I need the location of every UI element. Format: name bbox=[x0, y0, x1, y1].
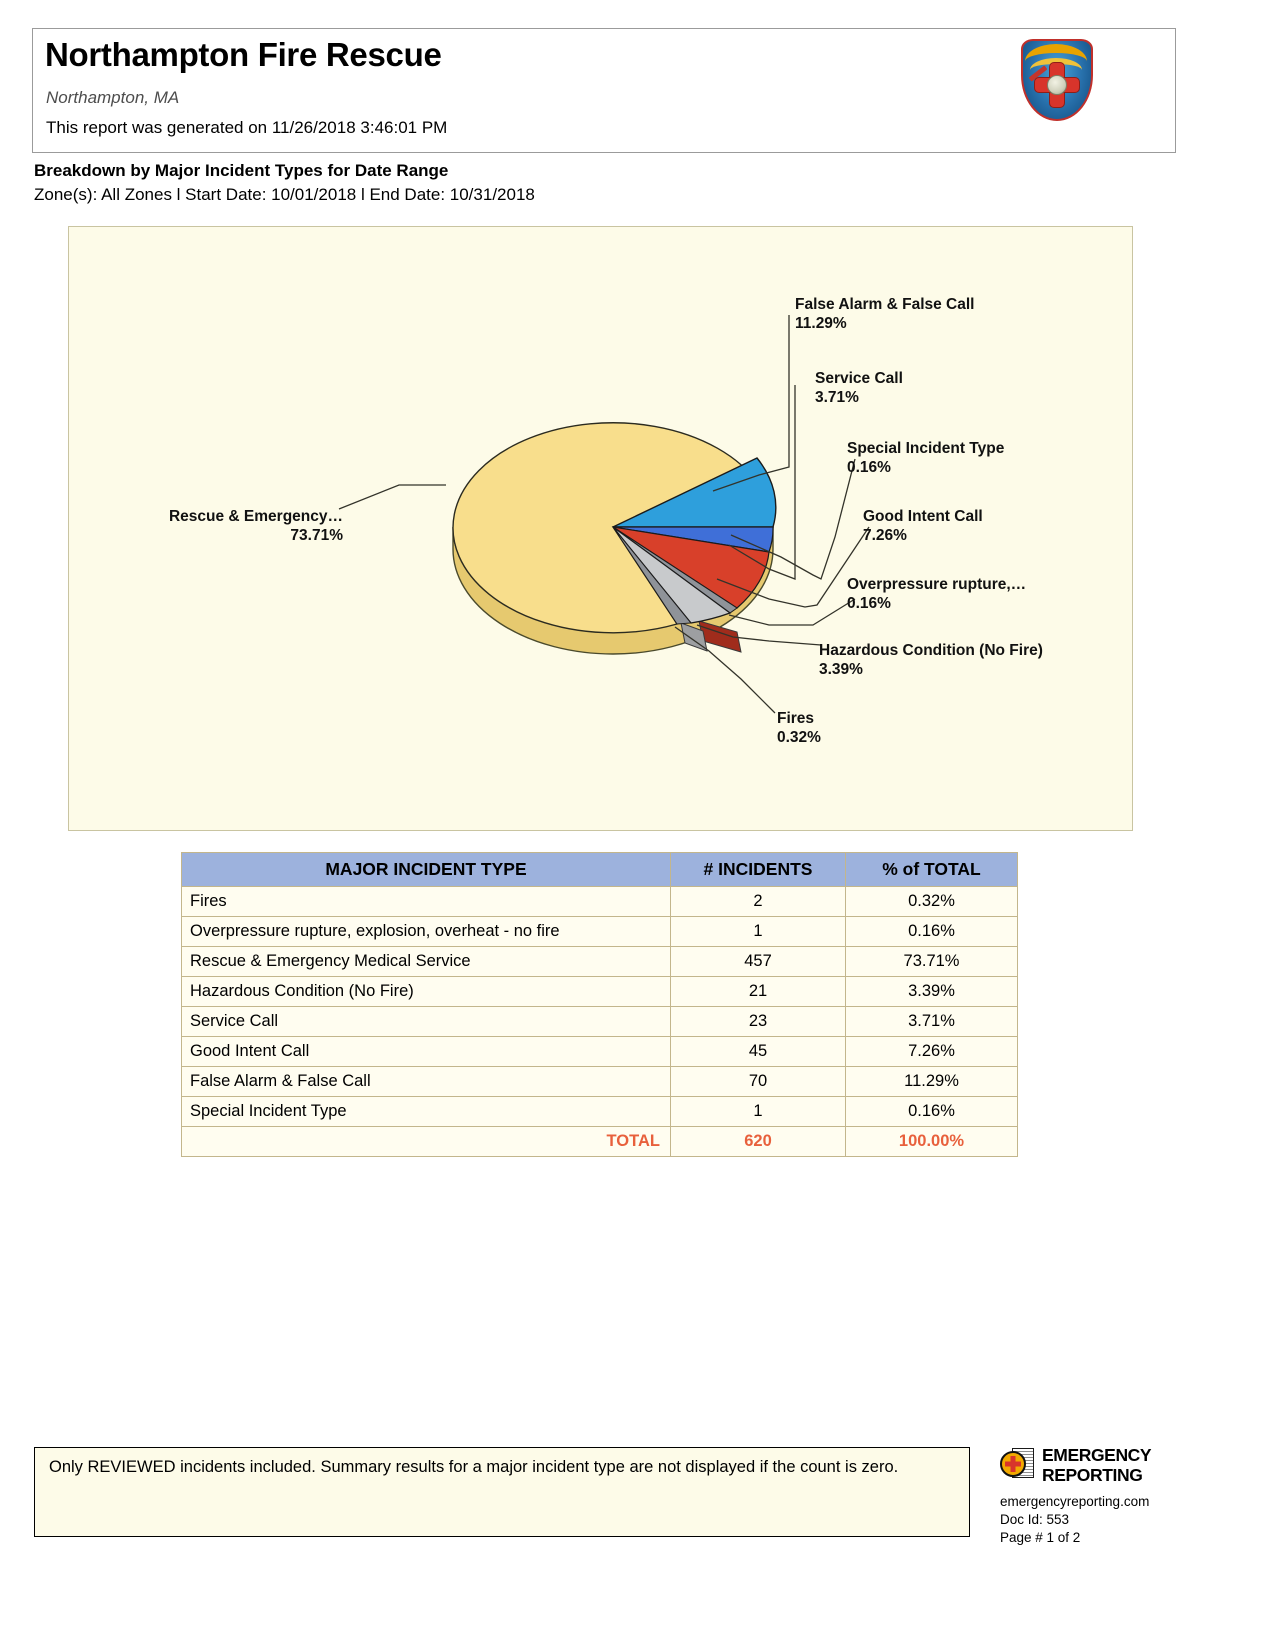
cell-percent: 73.71% bbox=[846, 947, 1018, 977]
table-row bbox=[182, 1097, 1018, 1127]
report-date-range: Zone(s): All Zones l Start Date: 10/01/2018 l End Date: 10/31/2018 bbox=[34, 185, 535, 204]
page-title: Northampton Fire Rescue bbox=[45, 36, 442, 73]
cell-incidents: 45 bbox=[671, 1037, 846, 1067]
table-row bbox=[182, 917, 1018, 947]
cell-incidents: 2 bbox=[671, 887, 846, 917]
cell-type: Hazardous Condition (No Fire) bbox=[182, 977, 671, 1007]
cell-type: Rescue & Emergency Medical Service bbox=[182, 947, 671, 977]
cell-type: Service Call bbox=[182, 1007, 671, 1037]
cell-percent: 3.71% bbox=[846, 1007, 1018, 1037]
report-header bbox=[32, 28, 1176, 153]
total-label: TOTAL bbox=[182, 1127, 671, 1157]
cell-percent: 0.16% bbox=[846, 1097, 1018, 1127]
cell-incidents: 457 bbox=[671, 947, 846, 977]
cell-incidents: 23 bbox=[671, 1007, 846, 1037]
cell-incidents: 21 bbox=[671, 977, 846, 1007]
cell-percent: 3.39% bbox=[846, 977, 1018, 1007]
table-body bbox=[182, 887, 1018, 1157]
cell-percent: 0.16% bbox=[846, 917, 1018, 947]
cell-percent: 7.26% bbox=[846, 1037, 1018, 1067]
cell-incidents: 1 bbox=[671, 1097, 846, 1127]
pie-label-overpressure: Overpressure rupture,… 0.16% bbox=[847, 576, 1027, 612]
cell-percent: 11.29% bbox=[846, 1067, 1018, 1097]
table-row bbox=[182, 977, 1018, 1007]
brand-line-2: REPORTING bbox=[1042, 1464, 1143, 1485]
table-row bbox=[182, 947, 1018, 977]
maltese-center-emblem bbox=[1047, 75, 1067, 95]
cell-type: Good Intent Call bbox=[182, 1037, 671, 1067]
table-row bbox=[182, 887, 1018, 917]
total-percent: 100.00% bbox=[846, 1127, 1018, 1157]
footer-website: emergencyreporting.com bbox=[1000, 1494, 1150, 1509]
pie-chart-panel bbox=[68, 226, 1133, 831]
leader-line-rescue bbox=[339, 485, 446, 509]
column-header-incident-type: MAJOR INCIDENT TYPE bbox=[182, 853, 671, 887]
pie-label-hazardous: Hazardous Condition (No Fire) 3.39% bbox=[819, 642, 1043, 678]
pie-label-fires: Fires 0.32% bbox=[777, 710, 821, 746]
pie-label-rescue-emergency: Rescue & Emergency… 73.71% bbox=[168, 508, 343, 544]
table-header-row bbox=[182, 853, 1018, 887]
column-header-incidents: # INCIDENTS bbox=[671, 853, 846, 887]
report-subtitle: Breakdown by Major Incident Types for Date Range bbox=[34, 161, 449, 180]
footer-page-number: Page # 1 of 2 bbox=[1000, 1530, 1081, 1545]
table-row bbox=[182, 1007, 1018, 1037]
total-incidents: 620 bbox=[671, 1127, 846, 1157]
footer-metadata bbox=[1000, 1493, 1149, 1547]
table-row bbox=[182, 1037, 1018, 1067]
pie-label-good-intent: Good Intent Call 7.26% bbox=[863, 508, 983, 544]
emergency-reporting-logo bbox=[1000, 1445, 1200, 1494]
pie-label-false-alarm: False Alarm & False Call 11.29% bbox=[795, 296, 975, 332]
cell-type: Fires bbox=[182, 887, 671, 917]
report-generated-timestamp: This report was generated on 11/26/2018 3:46:01 PM bbox=[46, 118, 448, 137]
column-header-percent: % of TOTAL bbox=[846, 853, 1018, 887]
table-total-row bbox=[182, 1127, 1018, 1157]
fire-department-badge-icon bbox=[1021, 39, 1093, 125]
footer-doc-id: Doc Id: 553 bbox=[1000, 1512, 1070, 1527]
footer-note-box bbox=[34, 1447, 970, 1537]
cell-type: Special Incident Type bbox=[182, 1097, 671, 1127]
maltese-cross-icon bbox=[1034, 62, 1080, 108]
cell-incidents: 70 bbox=[671, 1067, 846, 1097]
cell-type: False Alarm & False Call bbox=[182, 1067, 671, 1097]
maltese-cross-badge-icon bbox=[1000, 1451, 1026, 1477]
table-row bbox=[182, 1067, 1018, 1097]
emergency-reporting-wordmark bbox=[1042, 1447, 1151, 1484]
org-location: Northampton, MA bbox=[46, 88, 180, 107]
incident-breakdown-table bbox=[181, 852, 1018, 1157]
cell-incidents: 1 bbox=[671, 917, 846, 947]
cell-type: Overpressure rupture, explosion, overheat - no fire bbox=[182, 917, 671, 947]
brand-line-1: EMERGENCY bbox=[1042, 1445, 1152, 1465]
cell-percent: 0.32% bbox=[846, 887, 1018, 917]
emergency-reporting-mark-icon bbox=[1000, 1448, 1034, 1480]
footer-note-text: Only REVIEWED incidents included. Summary results for a major incident type are not displayed if the count is zero. bbox=[49, 1458, 899, 1476]
pie-label-special-incident: Special Incident Type 0.16% bbox=[847, 440, 1005, 476]
pie-label-service-call: Service Call 3.71% bbox=[815, 370, 903, 406]
